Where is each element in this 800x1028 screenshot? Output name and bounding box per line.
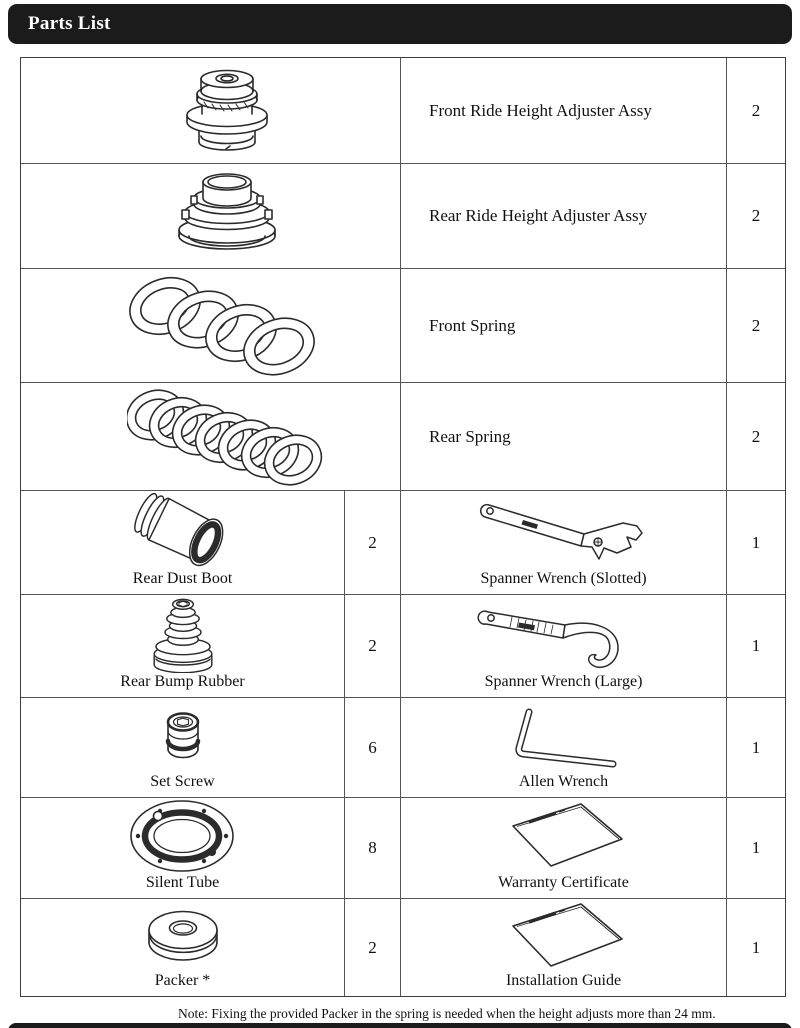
part-qty: 8 <box>345 798 401 898</box>
part-figure <box>401 899 726 972</box>
part-name: Rear Ride Height Adjuster Assy <box>401 164 727 268</box>
part-figure <box>21 899 344 972</box>
part-name: Front Ride Height Adjuster Assy <box>401 58 727 163</box>
section-header-bar <box>8 4 792 44</box>
part-cell <box>401 899 727 996</box>
table-row <box>21 383 785 491</box>
part-cell <box>401 698 727 797</box>
part-cell <box>21 798 345 898</box>
table-row <box>21 698 785 798</box>
table-row <box>21 798 785 899</box>
part-name: Allen Wrench <box>518 773 609 790</box>
warranty-certificate-illustration <box>489 798 639 874</box>
installation-guide-illustration <box>489 899 639 972</box>
front-spring-illustration <box>127 276 327 376</box>
table-row <box>21 58 785 164</box>
table-row <box>21 164 785 269</box>
part-name: Installation Guide <box>505 972 622 989</box>
silent-tube-illustration <box>120 798 245 874</box>
spanner-wrench-slotted-illustration <box>471 495 656 567</box>
part-image-cell <box>21 383 401 490</box>
rear-ride-height-adjuster-illustration <box>142 168 312 264</box>
part-qty: 1 <box>751 636 761 655</box>
part-image-cell <box>21 269 401 382</box>
part-qty: 2 <box>751 426 761 446</box>
part-qty: 2 <box>751 206 761 225</box>
table-row <box>21 491 785 595</box>
part-figure <box>401 491 726 570</box>
rear-dust-boot-illustration <box>108 491 258 570</box>
packer-illustration <box>133 900 233 972</box>
part-qty: 1 <box>751 532 761 552</box>
front-ride-height-adjuster-illustration <box>142 63 312 159</box>
part-name: Rear Dust Boot <box>132 570 233 587</box>
part-name: Front Spring <box>401 269 727 382</box>
part-qty: 6 <box>345 698 401 797</box>
set-screw-illustration <box>153 705 213 767</box>
part-qty: 2 <box>751 315 761 335</box>
table-row <box>21 899 785 996</box>
part-qty: 2 <box>345 899 401 996</box>
part-cell <box>21 698 345 797</box>
part-name: Rear Bump Rubber <box>120 673 245 690</box>
part-image-cell <box>21 58 401 163</box>
next-section-bar-edge <box>8 1023 792 1028</box>
page-title: Parts List <box>28 13 111 34</box>
part-cell <box>21 491 345 594</box>
part-qty: 1 <box>751 838 761 857</box>
part-figure <box>21 491 344 570</box>
part-name: Spanner Wrench (Large) <box>484 673 643 690</box>
part-figure <box>401 595 726 673</box>
part-qty: 2 <box>751 100 761 120</box>
part-cell <box>401 491 727 594</box>
part-cell <box>21 899 345 996</box>
footnote: Note: Fixing the provided Packer in the spring is needed when the height adjusts more than 24 mm. <box>178 1006 716 1021</box>
part-figure <box>401 698 726 773</box>
rear-bump-rubber-illustration <box>123 595 243 673</box>
part-figure <box>401 798 726 874</box>
part-cell <box>401 595 727 697</box>
table-row <box>21 595 785 698</box>
allen-wrench-illustration <box>489 702 639 770</box>
part-image-cell <box>21 164 401 268</box>
rear-spring-illustration <box>127 387 327 487</box>
part-figure <box>21 798 344 874</box>
part-name: Set Screw <box>150 773 215 790</box>
part-qty: 1 <box>751 937 761 957</box>
parts-table <box>20 57 786 997</box>
part-qty: 1 <box>751 737 761 757</box>
part-qty: 2 <box>345 491 401 594</box>
spanner-wrench-large-illustration <box>471 598 656 670</box>
part-figure <box>21 595 344 673</box>
part-cell <box>401 798 727 898</box>
part-qty: 2 <box>345 595 401 697</box>
part-name: Rear Spring <box>401 383 727 490</box>
part-name: Silent Tube <box>145 874 220 891</box>
part-cell <box>21 595 345 697</box>
table-row <box>21 269 785 383</box>
part-name: Warranty Certificate <box>498 874 629 891</box>
part-name: Packer * <box>154 972 211 989</box>
part-name: Spanner Wrench (Slotted) <box>480 570 647 587</box>
part-figure <box>21 698 344 773</box>
